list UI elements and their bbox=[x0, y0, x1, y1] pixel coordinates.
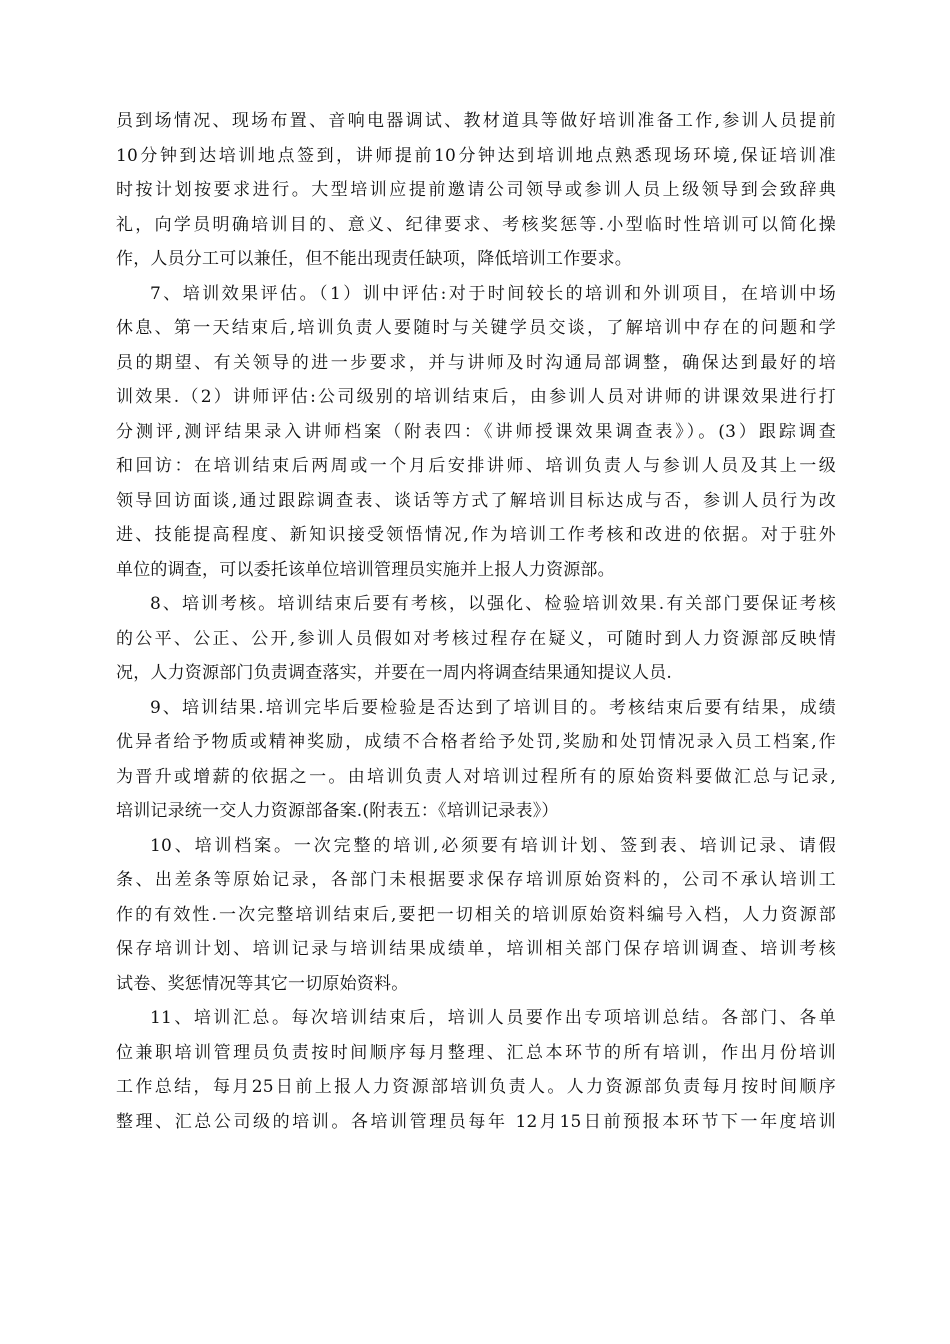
text-line: 条、出差条等原始记录，各部门未根据要求保存培训原始资料的，公司不承认培训工 bbox=[116, 870, 836, 890]
text-line: 作的有效性.一次完整培训结束后,要把一切相关的培训原始资料编号入档，人力资源部 bbox=[116, 904, 836, 925]
text-line: 作，人员分工可以兼任，但不能出现责任缺项，降低培训工作要求。 bbox=[116, 249, 632, 269]
text-line: 分测评,测评结果录入讲师档案（附表四：《讲师授课效果调查表》）。(3）跟踪调查 bbox=[116, 421, 836, 442]
text-line: 员到场情况、现场布置、音响电器调试、教材道具等做好培训准备工作,参训人员提前 bbox=[116, 111, 836, 131]
paragraph-first-line: 11、培训汇总。每次培训结束后，培训人员要作出专项培训总结。各部门、各单 bbox=[150, 1008, 836, 1028]
paragraph-first-line: 10、培训档案。一次完整的培训,必须要有培训计划、签到表、培训记录、请假 bbox=[150, 835, 836, 856]
text-line: 进、技能提高程度、新知识接受领悟情况,作为培训工作考核和改进的依据。对于驻外 bbox=[116, 525, 836, 545]
text-line: 10分钟到达培训地点签到，讲师提前10分钟达到培训地点熟悉现场环境,保证培训准 bbox=[116, 145, 836, 166]
text-line: 试卷、奖惩情况等其它一切原始资料。 bbox=[116, 973, 409, 994]
text-line: 优异者给予物质或精神奖励，成绩不合格者给予处罚,奖励和处罚情况录入员工档案,作 bbox=[116, 732, 836, 752]
text-line: 保存培训计划、培训记录与培训结果成绩单，培训相关部门保存培训调查、培训考核 bbox=[116, 939, 836, 959]
text-line: 工作总结，每月25日前上报人力资源部培训负责人。人力资源部负责每月按时间顺序 bbox=[116, 1077, 836, 1097]
text-line: 为晋升或增薪的依据之一。由培训负责人对培训过程所有的原始资料要做汇总与记录, bbox=[116, 766, 836, 787]
text-line: 休息、第一天结束后,培训负责人要随时与关键学员交谈，了解培训中存在的问题和学 bbox=[116, 318, 836, 338]
text-line: 和回访：在培训结束后两周或一个月后安排讲师、培训负责人与参训人员及其上一级 bbox=[116, 456, 836, 476]
body-text bbox=[116, 104, 836, 1139]
text-line: 况，人力资源部门负责调查落实，并要在一周内将调查结果通知提议人员. bbox=[116, 663, 673, 683]
paragraph-first-line: 7、培训效果评估。（1）训中评估:对于时间较长的培训和外训项目，在培训中场 bbox=[150, 283, 836, 304]
text-line: 训效果.（2）讲师评估:公司级别的培训结束后，由参训人员对讲师的讲课效果进行打 bbox=[116, 387, 836, 407]
text-line: 时按计划按要求进行。大型培训应提前邀请公司领导或参训人员上级领导到会致辞典 bbox=[116, 180, 836, 200]
text-line: 领导回访面谈,通过跟踪调查表、谈话等方式了解培训目标达成与否，参训人员行为改 bbox=[116, 490, 836, 511]
text-line: 整理、汇总公司级的培训。各培训管理员每年 12月15日前预报本环节下一年度培训 bbox=[116, 1111, 836, 1132]
text-line: 的公平、公正、公开,参训人员假如对考核过程存在疑义，可随时到人力资源部反映情 bbox=[116, 628, 836, 649]
text-line: 礼，向学员明确培训目的、意义、纪律要求、考核奖惩等.小型临时性培训可以简化操 bbox=[116, 214, 836, 235]
text-line: 员的期望、有关领导的进一步要求，并与讲师及时沟通局部调整，确保达到最好的培 bbox=[116, 352, 836, 373]
text-line: 培训记录统一交人力资源部备案.(附表五：《培训记录表》） bbox=[116, 801, 559, 821]
paragraph-first-line: 9、培训结果.培训完毕后要检验是否达到了培训目的。考核结束后要有结果，成绩 bbox=[150, 697, 836, 718]
text-line: 单位的调查，可以委托该单位培训管理员实施并上报人力资源部。 bbox=[116, 559, 615, 580]
paragraph-first-line: 8、培训考核。培训结束后要有考核，以强化、检验培训效果.有关部门要保证考核 bbox=[150, 594, 836, 614]
text-line: 位兼职培训管理员负责按时间顺序每月整理、汇总本环节的所有培训，作出月份培训 bbox=[116, 1042, 836, 1063]
